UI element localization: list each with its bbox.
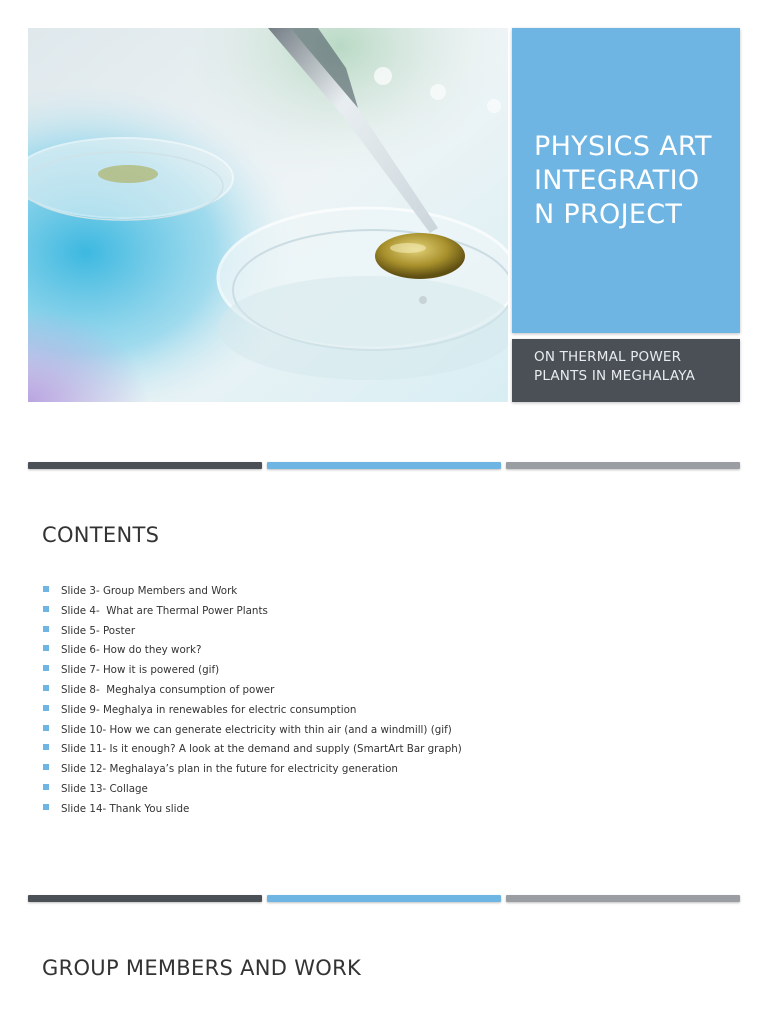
- hero-petri-dish-image: [28, 28, 508, 402]
- list-item-text: Slide 5- Poster: [61, 624, 136, 637]
- divider-segment-blue: [267, 462, 501, 469]
- list-item-text: Slide 8- Meghalya consumption of power: [61, 683, 275, 696]
- list-item: [42, 800, 462, 820]
- list-item: [42, 760, 462, 780]
- list-item-text: Slide 7- How it is powered (gif): [61, 664, 220, 677]
- list-item: [42, 582, 462, 602]
- list-item: [42, 721, 462, 741]
- bullet-icon: [43, 685, 49, 691]
- divider-segment-grey: [506, 895, 740, 902]
- list-item-text: Slide 4- What are Thermal Power Plants: [61, 604, 268, 617]
- bullet-icon: [43, 586, 49, 592]
- list-item-text: Slide 6- How do they work?: [61, 644, 202, 657]
- subtitle-panel: [512, 339, 740, 402]
- list-item-text: Slide 14- Thank You slide: [61, 802, 190, 815]
- slide-divider: [28, 462, 740, 470]
- divider-segment-grey: [506, 462, 740, 469]
- list-item: [42, 701, 462, 721]
- list-item: [42, 622, 462, 642]
- divider-segment-dark: [28, 462, 262, 469]
- divider-segment-blue: [267, 895, 501, 902]
- list-item: [42, 641, 462, 661]
- list-item-text: Slide 10- How we can generate electricity with thin air (and a windmill) (gif): [61, 723, 452, 736]
- list-item-text: Slide 12- Meghalaya’s plan in the future for electricity generation: [61, 763, 398, 776]
- bullet-icon: [43, 626, 49, 632]
- bullet-icon: [43, 764, 49, 770]
- contents-list: [42, 582, 462, 820]
- bullet-icon: [43, 665, 49, 671]
- bullet-icon: [43, 804, 49, 810]
- presentation-subtitle: ON THERMAL POWER PLANTS IN MEGHALAYA: [534, 349, 696, 384]
- list-item: [42, 780, 462, 800]
- list-item-text: Slide 3- Group Members and Work: [61, 585, 238, 597]
- presentation-title: PHYSICS ART INTEGRATION PROJECT: [534, 130, 712, 230]
- bullet-icon: [43, 606, 49, 612]
- list-item: [42, 661, 462, 681]
- list-item: [42, 602, 462, 622]
- slide-divider: [28, 895, 740, 903]
- bullet-icon: [43, 744, 49, 750]
- list-item-text: Slide 11- Is it enough? A look at the demand and supply (SmartArt Bar graph): [61, 743, 462, 756]
- bullet-icon: [43, 705, 49, 711]
- title-panel: [512, 28, 740, 333]
- divider-segment-dark: [28, 895, 262, 902]
- bullet-icon: [43, 725, 49, 731]
- group-members-heading: GROUP MEMBERS AND WORK: [42, 956, 362, 980]
- bullet-icon: [43, 645, 49, 651]
- list-item-text: Slide 13- Collage: [61, 782, 148, 795]
- list-item: [42, 681, 462, 701]
- bullet-icon: [43, 784, 49, 790]
- list-item: [42, 740, 462, 760]
- list-item-text: Slide 9- Meghalya in renewables for electric consumption: [61, 703, 357, 716]
- contents-heading: CONTENTS: [42, 523, 160, 547]
